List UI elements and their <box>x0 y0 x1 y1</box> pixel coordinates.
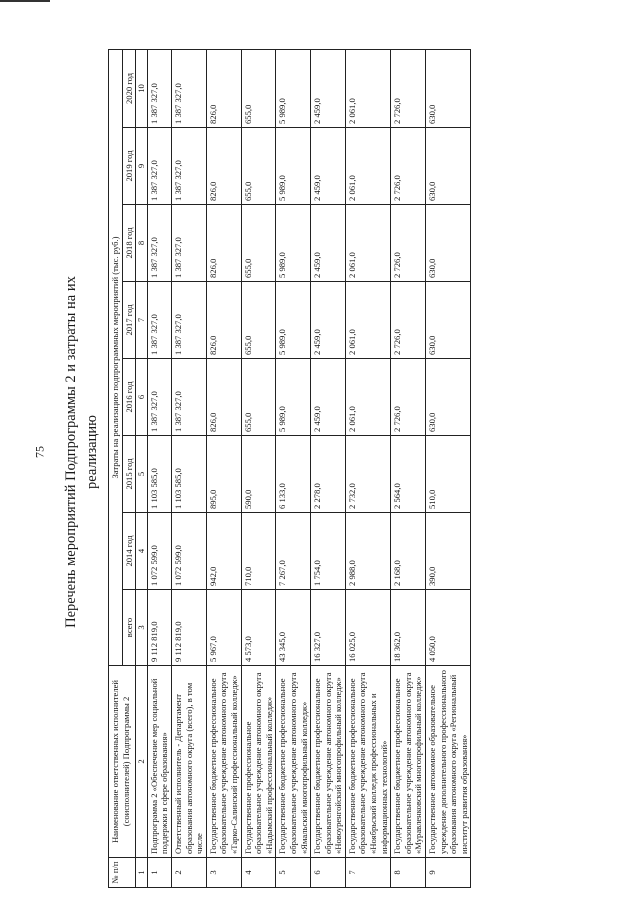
expense-total: 16 025,0 <box>345 590 390 666</box>
executor-name: Государственное бюджетное профессиональное образовательное учреждение автономного округа «Муравленковский многопрофильный колледж» <box>391 666 426 858</box>
executor-name: Государственное профессиональное образовательное учреждение автономного округа «Надымский профессиональный колледж» <box>241 666 276 858</box>
expense-value: 826,0 <box>206 282 241 359</box>
title-line-1: Перечень мероприятий Подпрограммы 2 и затраты на их <box>63 276 79 628</box>
expense-total: 16 327,0 <box>311 590 346 666</box>
table-row <box>241 49 276 887</box>
expense-value: 2 726,0 <box>391 282 426 359</box>
expense-value: 2 061,0 <box>345 282 390 359</box>
expense-value: 2 726,0 <box>391 205 426 282</box>
row-number: 4 <box>241 858 276 888</box>
expense-value: 655,0 <box>241 359 276 436</box>
header-number: № п/п <box>109 858 136 888</box>
column-number: 9 <box>136 128 148 205</box>
expense-value: 2 061,0 <box>345 49 390 127</box>
expense-value: 2 732,0 <box>345 436 390 513</box>
expense-value: 2 726,0 <box>391 359 426 436</box>
column-number-row <box>136 49 148 887</box>
expense-value: 5 989,0 <box>276 205 311 282</box>
header-year-2017: 2017 год <box>122 282 136 359</box>
expense-value: 630,0 <box>426 128 471 205</box>
expense-value: 630,0 <box>426 359 471 436</box>
expense-value: 1 387 327,0 <box>171 282 206 359</box>
expense-value: 2 459,0 <box>311 49 346 127</box>
expense-value: 1 387 327,0 <box>147 282 171 359</box>
column-number: 6 <box>136 359 148 436</box>
column-number: 7 <box>136 282 148 359</box>
expense-value: 2 459,0 <box>311 282 346 359</box>
table-row <box>147 49 171 887</box>
row-number: 3 <box>206 858 241 888</box>
column-number: 3 <box>136 590 148 666</box>
row-number: 7 <box>345 858 390 888</box>
expense-value: 630,0 <box>426 205 471 282</box>
expense-value: 1 387 327,0 <box>147 128 171 205</box>
column-number: 4 <box>136 513 148 590</box>
header-total: всего <box>122 590 136 666</box>
table-row <box>206 49 241 887</box>
expense-value: 2 459,0 <box>311 128 346 205</box>
expense-value: 390,0 <box>426 513 471 590</box>
expense-total: 43 345,0 <box>276 590 311 666</box>
expense-value: 2 168,0 <box>391 513 426 590</box>
expense-value: 826,0 <box>206 49 241 127</box>
expense-value: 2 061,0 <box>345 205 390 282</box>
corner-mark <box>0 0 50 2</box>
expense-value: 1 387 327,0 <box>147 205 171 282</box>
page-number: 75 <box>32 446 47 458</box>
expense-value: 1 072 599,0 <box>171 513 206 590</box>
row-number: 9 <box>426 858 471 888</box>
expense-value: 2 278,0 <box>311 436 346 513</box>
column-number: 5 <box>136 436 148 513</box>
header-year-2019: 2019 год <box>122 128 136 205</box>
expense-value: 1 103 585,0 <box>171 436 206 513</box>
row-number: 2 <box>171 858 206 888</box>
expense-value: 2 459,0 <box>311 205 346 282</box>
executor-name: Ответственный исполнитель - Департамент образования автономного округа (всего), в том числе <box>171 666 206 858</box>
expense-value: 5 989,0 <box>276 128 311 205</box>
column-number: 8 <box>136 205 148 282</box>
header-year-2014: 2014 год <box>122 513 136 590</box>
expense-value: 710,0 <box>241 513 276 590</box>
expense-value: 655,0 <box>241 205 276 282</box>
header-expenses-group: Затраты на реализацию подпрограммных мероприятий (тыс. руб.) <box>109 49 123 665</box>
row-number: 5 <box>276 858 311 888</box>
table-row <box>276 49 311 887</box>
header-year-2018: 2018 год <box>122 205 136 282</box>
expense-value: 6 133,0 <box>276 436 311 513</box>
column-number: 10 <box>136 49 148 127</box>
expense-total: 9 112 819,0 <box>147 590 171 666</box>
executor-name: Государственное автономное образовательное учреждение дополнительного профессионального образования автономного округа «Региональный институт развития образования» <box>426 666 471 858</box>
table-body <box>136 49 471 887</box>
header-year-2015: 2015 год <box>122 436 136 513</box>
expense-value: 2 061,0 <box>345 359 390 436</box>
expense-value: 2 988,0 <box>345 513 390 590</box>
expense-value: 630,0 <box>426 49 471 127</box>
expense-value: 2 726,0 <box>391 128 426 205</box>
expense-value: 1 387 327,0 <box>147 359 171 436</box>
expense-value: 655,0 <box>241 282 276 359</box>
executor-name: Государственное бюджетное профессиональное образовательное учреждение автономного округа «Ямальский многопрофильный колледж» <box>276 666 311 858</box>
expense-total: 18 362,0 <box>391 590 426 666</box>
expense-value: 1 072 599,0 <box>147 513 171 590</box>
rotated-table-container <box>108 50 618 888</box>
document-title <box>61 122 103 782</box>
row-number: 6 <box>311 858 346 888</box>
table-row <box>311 49 346 887</box>
expense-value: 942,0 <box>206 513 241 590</box>
column-number: 1 <box>136 858 148 888</box>
expense-total: 9 112 819,0 <box>171 590 206 666</box>
row-number: 1 <box>147 858 171 888</box>
executor-name: Подпрограмма 2 «Обеспечение мер социальной поддержки в сфере образования» <box>147 666 171 858</box>
expense-value: 630,0 <box>426 282 471 359</box>
expense-value: 5 989,0 <box>276 282 311 359</box>
expense-value: 1 387 327,0 <box>171 49 206 127</box>
expense-value: 2 564,0 <box>391 436 426 513</box>
expense-value: 655,0 <box>241 128 276 205</box>
expense-value: 2 726,0 <box>391 49 426 127</box>
expense-value: 510,0 <box>426 436 471 513</box>
table-row <box>426 49 471 887</box>
expense-value: 1 387 327,0 <box>171 128 206 205</box>
expense-value: 7 267,0 <box>276 513 311 590</box>
table-row <box>345 49 390 887</box>
expense-value: 2 061,0 <box>345 128 390 205</box>
expense-total: 4 573,0 <box>241 590 276 666</box>
expense-value: 1 387 327,0 <box>171 359 206 436</box>
header-year-2020: 2020 год <box>122 49 136 127</box>
executor-name: Государственное бюджетное профессиональное образовательное учреждение автономного округа «Тарко-Салинский профессиональный колледж» <box>206 666 241 858</box>
expense-value: 1 387 327,0 <box>171 205 206 282</box>
expense-value: 590,0 <box>241 436 276 513</box>
expense-value: 655,0 <box>241 49 276 127</box>
expense-value: 826,0 <box>206 359 241 436</box>
column-number: 2 <box>136 666 148 858</box>
header-name: Наименование ответственных исполнителей (соисполнителей) Подпрограммы 2 <box>109 666 136 858</box>
expense-value: 1 103 585,0 <box>147 436 171 513</box>
expense-value: 895,0 <box>206 436 241 513</box>
executor-name: Государственное бюджетное профессиональное образовательное учреждение автономного округа «Ноябрьский колледж профессиональных и информационных технологий» <box>345 666 390 858</box>
expense-value: 826,0 <box>206 205 241 282</box>
expense-total: 5 967,0 <box>206 590 241 666</box>
expenses-table <box>108 49 471 888</box>
executor-name: Государственное бюджетное профессиональное образовательное учреждение автономного округа «Новоуренгойский многопрофильный колледж» <box>311 666 346 858</box>
expense-total: 4 050,0 <box>426 590 471 666</box>
expense-value: 5 989,0 <box>276 359 311 436</box>
expense-value: 826,0 <box>206 128 241 205</box>
expense-value: 1 754,0 <box>311 513 346 590</box>
title-line-2: реализацию <box>84 415 100 489</box>
header-year-2016: 2016 год <box>122 359 136 436</box>
expense-value: 1 387 327,0 <box>147 49 171 127</box>
expense-value: 2 459,0 <box>311 359 346 436</box>
table-row <box>391 49 426 887</box>
table-row <box>171 49 206 887</box>
row-number: 8 <box>391 858 426 888</box>
expense-value: 5 989,0 <box>276 49 311 127</box>
